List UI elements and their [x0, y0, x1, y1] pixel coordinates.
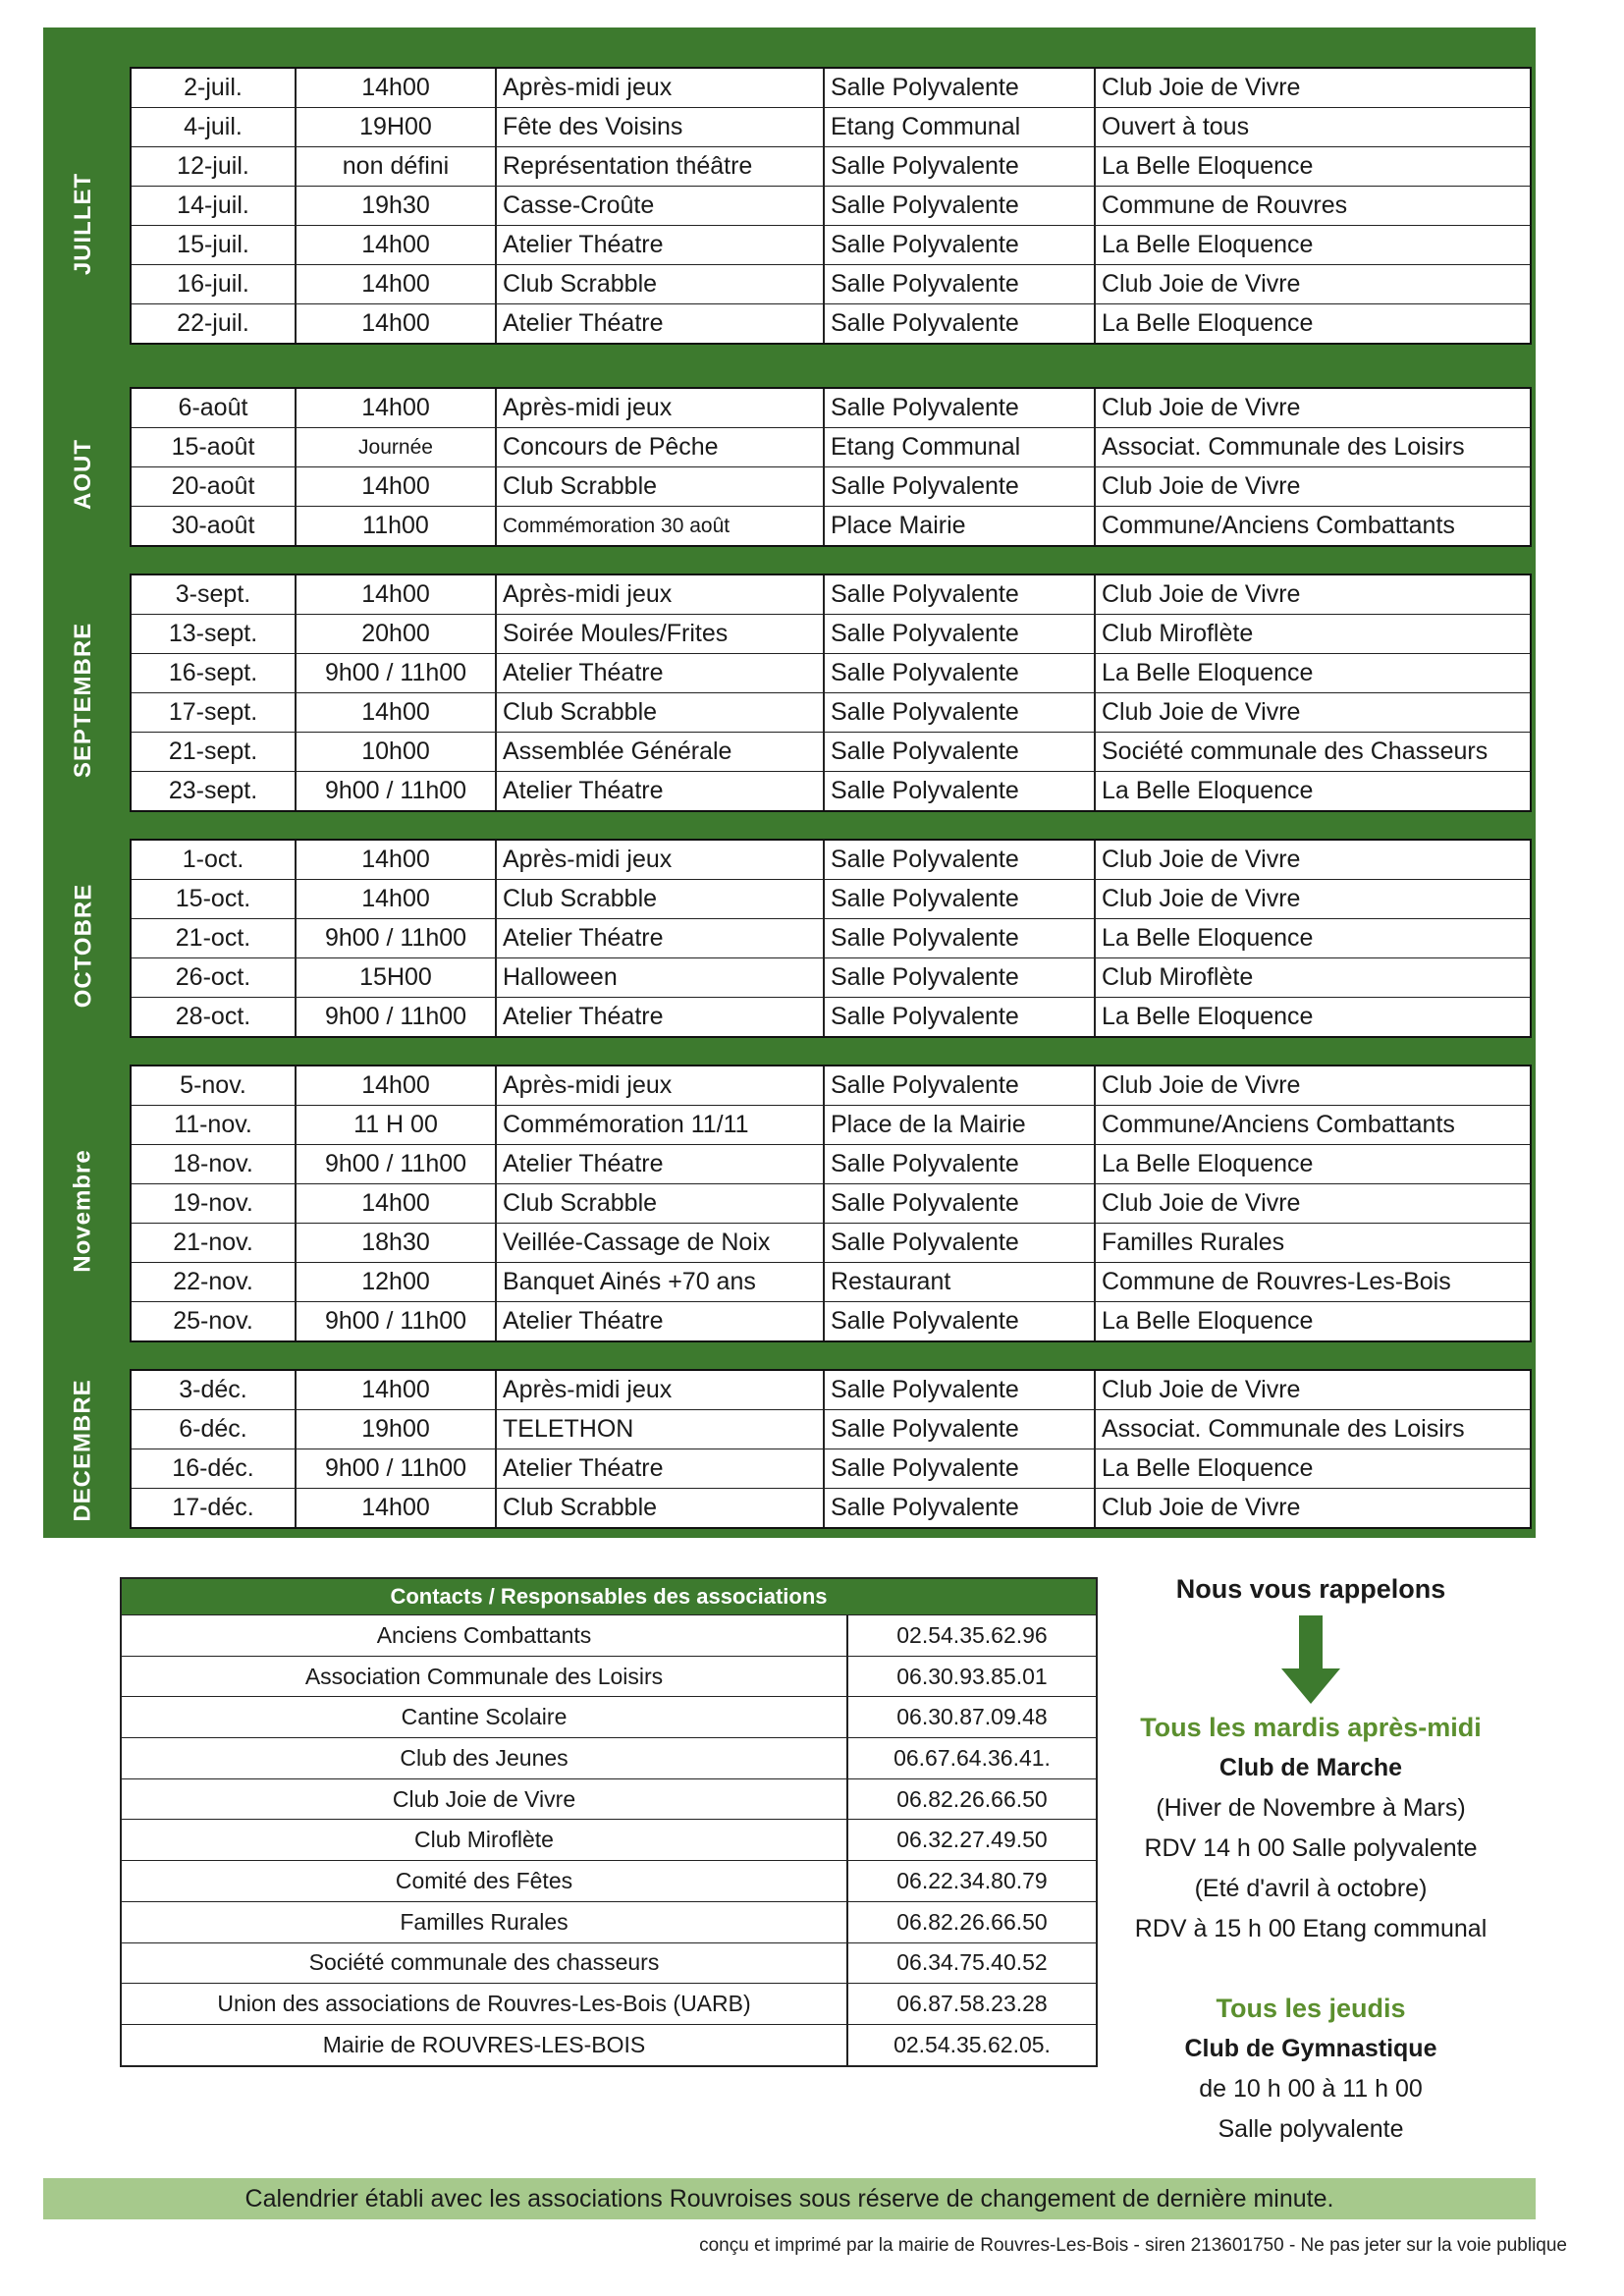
event-time: 9h00 / 11h00 — [297, 919, 497, 957]
contacts-table — [120, 1577, 1098, 2067]
contact-phone: 06.82.26.66.50 — [896, 1908, 1048, 1935]
event-name: Atelier Théatre — [497, 998, 825, 1036]
event-place: Place de la Mairie — [825, 1106, 1096, 1144]
table-row — [132, 1066, 1530, 1106]
reminder-panel — [1110, 1569, 1512, 2150]
event-date: 23-sept. — [132, 772, 297, 810]
event-place: Restaurant — [825, 1263, 1096, 1301]
table-row — [132, 1449, 1530, 1489]
table-row — [132, 147, 1530, 187]
contact-name: Comité des Fêtes — [122, 1861, 848, 1901]
event-time: 14h00 — [297, 304, 497, 343]
event-name: Après-midi jeux — [497, 1066, 825, 1105]
event-date: 3-déc. — [132, 1371, 297, 1409]
event-time: 14h00 — [297, 1184, 497, 1223]
event-time: 14h00 — [297, 1371, 497, 1409]
event-place: Salle Polyvalente — [825, 1224, 1096, 1262]
contact-name: Association Communale des Loisirs — [122, 1657, 848, 1697]
contact-phone: 06.30.87.09.48 — [896, 1704, 1048, 1730]
event-time: 9h00 / 11h00 — [297, 1145, 497, 1183]
contact-name: Familles Rurales — [122, 1902, 848, 1942]
table-row — [132, 919, 1530, 958]
event-name: Fête des Voisins — [497, 108, 825, 146]
event-organizer: Ouvert à tous — [1102, 113, 1250, 140]
event-date: 15-août — [132, 428, 297, 466]
event-name: Après-midi jeux — [497, 575, 825, 614]
month-table — [130, 574, 1532, 812]
table-row — [132, 1145, 1530, 1184]
event-time: 14h00 — [297, 467, 497, 506]
table-row — [132, 1371, 1530, 1410]
event-time: 14h00 — [297, 693, 497, 732]
event-organizer: Commune/Anciens Combattants — [1102, 1111, 1455, 1138]
event-place: Salle Polyvalente — [825, 958, 1096, 997]
event-time: 14h00 — [297, 1066, 497, 1105]
event-date: 5-nov. — [132, 1066, 297, 1105]
event-time: 14h00 — [297, 226, 497, 264]
event-date: 15-oct. — [132, 880, 297, 918]
table-row — [132, 654, 1530, 693]
contact-name: Société communale des chasseurs — [122, 1943, 848, 1984]
event-place: Salle Polyvalente — [825, 772, 1096, 810]
table-row — [132, 226, 1530, 265]
event-time: 15H00 — [297, 958, 497, 997]
reminder-title: Nous vous rappelons — [1175, 1574, 1446, 1604]
table-row — [132, 1489, 1530, 1527]
event-organizer: Club Miroflète — [1102, 963, 1254, 991]
event-place: Salle Polyvalente — [825, 1145, 1096, 1183]
event-name: Casse-Croûte — [497, 187, 825, 225]
event-date: 26-oct. — [132, 958, 297, 997]
event-place: Salle Polyvalente — [825, 226, 1096, 264]
event-place: Place Mairie — [825, 507, 1096, 545]
event-name: Club Scrabble — [497, 1184, 825, 1223]
event-place: Salle Polyvalente — [825, 389, 1096, 427]
event-date: 11-nov. — [132, 1106, 297, 1144]
table-row — [132, 733, 1530, 772]
event-name: TELETHON — [497, 1410, 825, 1449]
event-place: Salle Polyvalente — [825, 1449, 1096, 1488]
event-name: Halloween — [497, 958, 825, 997]
table-row — [132, 389, 1530, 428]
event-place: Salle Polyvalente — [825, 1489, 1096, 1527]
event-name: Commémoration 30 août — [497, 507, 825, 545]
contact-phone: 02.54.35.62.05. — [893, 2031, 1051, 2057]
month-table — [130, 387, 1532, 547]
event-time: 19h30 — [297, 187, 497, 225]
month-block-novembre — [43, 1059, 1536, 1363]
event-organizer: Club Joie de Vivre — [1102, 698, 1301, 726]
event-place: Salle Polyvalente — [825, 304, 1096, 343]
event-name: Atelier Théatre — [497, 1449, 825, 1488]
table-row — [132, 772, 1530, 810]
event-name: Atelier Théatre — [497, 1145, 825, 1183]
table-row — [132, 467, 1530, 507]
event-place: Salle Polyvalente — [825, 841, 1096, 879]
event-name: Club Scrabble — [497, 467, 825, 506]
event-organizer: Club Joie de Vivre — [1102, 394, 1301, 421]
event-place: Salle Polyvalente — [825, 1371, 1096, 1409]
event-place: Salle Polyvalente — [825, 919, 1096, 957]
event-date: 3-sept. — [132, 575, 297, 614]
thursday-club: Club de Gymnastique — [1184, 2035, 1437, 2062]
contact-row — [122, 1656, 1096, 1697]
table-row — [132, 304, 1530, 343]
event-place: Salle Polyvalente — [825, 575, 1096, 614]
contact-name: Anciens Combattants — [122, 1615, 848, 1656]
event-time: 9h00 / 11h00 — [297, 772, 497, 810]
event-time: 14h00 — [297, 575, 497, 614]
event-organizer: Club Joie de Vivre — [1102, 1494, 1301, 1521]
event-time: 14h00 — [297, 265, 497, 303]
event-time: 9h00 / 11h00 — [297, 654, 497, 692]
event-time: 20h00 — [297, 615, 497, 653]
table-row — [132, 841, 1530, 880]
event-date: 4-juil. — [132, 108, 297, 146]
event-name: Veillée-Cassage de Noix — [497, 1224, 825, 1262]
event-organizer: Commune/Anciens Combattants — [1102, 512, 1455, 539]
contact-row — [122, 1819, 1096, 1860]
contact-phone: 02.54.35.62.96 — [896, 1621, 1048, 1648]
contact-row — [122, 1737, 1096, 1778]
contact-name: Cantine Scolaire — [122, 1697, 848, 1737]
month-block-aout — [43, 381, 1536, 568]
event-organizer: La Belle Eloquence — [1102, 1307, 1314, 1335]
event-time: 14h00 — [297, 69, 497, 107]
arrow-down-icon — [1110, 1615, 1512, 1708]
event-organizer: Club Joie de Vivre — [1102, 885, 1301, 912]
event-name: Après-midi jeux — [497, 389, 825, 427]
event-time: 19h00 — [297, 1410, 497, 1449]
event-date: 6-déc. — [132, 1410, 297, 1449]
winter-period: (Hiver de Novembre à Mars) — [1156, 1794, 1466, 1822]
event-name: Club Scrabble — [497, 1489, 825, 1527]
event-date: 21-oct. — [132, 919, 297, 957]
event-time: 10h00 — [297, 733, 497, 771]
table-row — [132, 69, 1530, 108]
event-organizer: Club Joie de Vivre — [1102, 270, 1301, 298]
table-row — [132, 693, 1530, 733]
event-place: Salle Polyvalente — [825, 187, 1096, 225]
calendar-top-bar — [43, 27, 1536, 67]
month-block-septembre — [43, 568, 1536, 833]
event-organizer: Club Joie de Vivre — [1102, 1376, 1301, 1403]
event-time: Journée — [297, 428, 497, 466]
event-date: 19-nov. — [132, 1184, 297, 1223]
contact-row — [122, 2024, 1096, 2065]
table-row — [132, 1184, 1530, 1224]
event-date: 16-juil. — [132, 265, 297, 303]
event-organizer: La Belle Eloquence — [1102, 231, 1314, 258]
table-row — [132, 265, 1530, 304]
footer-credit: conçu et imprimé par la mairie de Rouvres-Les-Bois - siren 213601750 - Ne pas jeter sur la voie publique — [699, 2235, 1567, 2256]
event-place: Salle Polyvalente — [825, 467, 1096, 506]
event-name: Atelier Théatre — [497, 919, 825, 957]
event-date: 28-oct. — [132, 998, 297, 1036]
event-date: 12-juil. — [132, 147, 297, 186]
footer-disclaimer: Calendrier établi avec les associations Rouvroises sous réserve de changement de dernière minute. — [43, 2178, 1536, 2219]
event-name: Club Scrabble — [497, 693, 825, 732]
contact-name: Union des associations de Rouvres-Les-Bois (UARB) — [122, 1984, 848, 2024]
event-date: 17-sept. — [132, 693, 297, 732]
event-place: Salle Polyvalente — [825, 733, 1096, 771]
event-organizer: Club Joie de Vivre — [1102, 580, 1301, 608]
event-organizer: Club Joie de Vivre — [1102, 472, 1301, 500]
event-time: 14h00 — [297, 1489, 497, 1527]
event-name: Atelier Théatre — [497, 304, 825, 343]
event-organizer: Familles Rurales — [1102, 1229, 1285, 1256]
summer-period: (Eté d'avril à octobre) — [1194, 1875, 1428, 1902]
event-place: Etang Communal — [825, 428, 1096, 466]
event-organizer: Club Joie de Vivre — [1102, 1189, 1301, 1217]
contact-row — [122, 1983, 1096, 2024]
event-time: 9h00 / 11h00 — [297, 1302, 497, 1340]
table-row — [132, 507, 1530, 545]
event-date: 25-nov. — [132, 1302, 297, 1340]
event-place: Salle Polyvalente — [825, 693, 1096, 732]
event-organizer: Club Joie de Vivre — [1102, 846, 1301, 873]
event-date: 16-sept. — [132, 654, 297, 692]
table-row — [132, 880, 1530, 919]
event-date: 16-déc. — [132, 1449, 297, 1488]
event-name: Club Scrabble — [497, 265, 825, 303]
event-date: 21-sept. — [132, 733, 297, 771]
month-block-juillet — [43, 67, 1536, 381]
event-name: Après-midi jeux — [497, 841, 825, 879]
contact-phone: 06.30.93.85.01 — [896, 1663, 1048, 1689]
table-row — [132, 1263, 1530, 1302]
event-place: Salle Polyvalente — [825, 147, 1096, 186]
event-name: Commémoration 11/11 — [497, 1106, 825, 1144]
event-time: 9h00 / 11h00 — [297, 998, 497, 1036]
table-row — [132, 1224, 1530, 1263]
event-organizer: La Belle Eloquence — [1102, 309, 1314, 337]
table-row — [132, 428, 1530, 467]
tuesday-heading: Tous les mardis après-midi — [1140, 1713, 1482, 1742]
event-place: Salle Polyvalente — [825, 998, 1096, 1036]
event-date: 30-août — [132, 507, 297, 545]
event-place: Salle Polyvalente — [825, 69, 1096, 107]
events-calendar — [43, 27, 1536, 1538]
event-name: Après-midi jeux — [497, 69, 825, 107]
table-row — [132, 1106, 1530, 1145]
event-place: Salle Polyvalente — [825, 1184, 1096, 1223]
event-name: Atelier Théatre — [497, 1302, 825, 1340]
summer-rdv: RDV à 15 h 00 Etang communal — [1134, 1915, 1488, 1942]
event-time: 19H00 — [297, 108, 497, 146]
event-organizer: Commune de Rouvres — [1102, 191, 1348, 219]
event-organizer: La Belle Eloquence — [1102, 659, 1314, 686]
month-label: OCTOBRE — [70, 883, 97, 1009]
thursday-place: Salle polyvalente — [1218, 2115, 1404, 2143]
event-place: Salle Polyvalente — [825, 880, 1096, 918]
contact-row — [122, 1942, 1096, 1984]
contact-phone: 06.67.64.36.41. — [893, 1744, 1051, 1771]
table-row — [132, 187, 1530, 226]
event-organizer: Commune de Rouvres-Les-Bois — [1102, 1268, 1451, 1295]
event-organizer: La Belle Eloquence — [1102, 1150, 1314, 1177]
event-name: Banquet Ainés +70 ans — [497, 1263, 825, 1301]
event-organizer: La Belle Eloquence — [1102, 152, 1314, 180]
event-time: 9h00 / 11h00 — [297, 1449, 497, 1488]
month-table — [130, 839, 1532, 1038]
event-time: 14h00 — [297, 841, 497, 879]
event-organizer: Club Miroflète — [1102, 620, 1254, 647]
event-time: 14h00 — [297, 389, 497, 427]
event-time: 11 H 00 — [297, 1106, 497, 1144]
contact-name: Mairie de ROUVRES-LES-BOIS — [122, 2025, 848, 2065]
event-place: Salle Polyvalente — [825, 615, 1096, 653]
tuesday-club: Club de Marche — [1218, 1754, 1403, 1781]
event-date: 6-août — [132, 389, 297, 427]
month-table — [130, 67, 1532, 345]
event-organizer: Société communale des Chasseurs — [1102, 738, 1489, 765]
table-row — [132, 1302, 1530, 1340]
contact-name: Club des Jeunes — [122, 1738, 848, 1778]
thursday-heading: Tous les jeudis — [1216, 1994, 1406, 2023]
contact-row — [122, 1614, 1096, 1656]
event-date: 21-nov. — [132, 1224, 297, 1262]
month-table — [130, 1065, 1532, 1342]
table-row — [132, 108, 1530, 147]
contacts-title: Contacts / Responsables des associations — [122, 1579, 1096, 1614]
contact-phone: 06.82.26.66.50 — [896, 1785, 1048, 1812]
month-table — [130, 1369, 1532, 1529]
month-label: AOUT — [70, 439, 96, 510]
month-label: SEPTEMBRE — [70, 622, 97, 779]
event-date: 15-juil. — [132, 226, 297, 264]
event-place: Etang Communal — [825, 108, 1096, 146]
event-date: 13-sept. — [132, 615, 297, 653]
table-row — [132, 615, 1530, 654]
month-label: Novembre — [70, 1149, 96, 1273]
event-date: 18-nov. — [132, 1145, 297, 1183]
contact-name: Club Joie de Vivre — [122, 1779, 848, 1820]
event-date: 22-nov. — [132, 1263, 297, 1301]
event-name: Club Scrabble — [497, 880, 825, 918]
event-date: 1-oct. — [132, 841, 297, 879]
event-name: Assemblée Générale — [497, 733, 825, 771]
contact-name: Club Miroflète — [122, 1820, 848, 1860]
event-organizer: La Belle Eloquence — [1102, 1003, 1314, 1030]
event-name: Représentation théâtre — [497, 147, 825, 186]
event-organizer: Club Joie de Vivre — [1102, 74, 1301, 101]
event-organizer: Club Joie de Vivre — [1102, 1071, 1301, 1099]
thursday-hours: de 10 h 00 à 11 h 00 — [1199, 2075, 1423, 2103]
event-name: Atelier Théatre — [497, 226, 825, 264]
event-date: 17-déc. — [132, 1489, 297, 1527]
event-name: Après-midi jeux — [497, 1371, 825, 1409]
event-organizer: La Belle Eloquence — [1102, 777, 1314, 804]
event-date: 2-juil. — [132, 69, 297, 107]
month-label: JUILLET — [70, 172, 96, 276]
event-time: 12h00 — [297, 1263, 497, 1301]
event-date: 20-août — [132, 467, 297, 506]
event-time: non défini — [297, 147, 497, 186]
contact-phone: 06.87.58.23.28 — [896, 1991, 1048, 2017]
month-label: DECEMBRE — [70, 1379, 96, 1522]
event-time: 18h30 — [297, 1224, 497, 1262]
event-organizer: La Belle Eloquence — [1102, 924, 1314, 952]
contact-row — [122, 1901, 1096, 1942]
event-place: Salle Polyvalente — [825, 1410, 1096, 1449]
contact-phone: 06.34.75.40.52 — [896, 1949, 1048, 1976]
month-block-octobre — [43, 833, 1536, 1059]
event-name: Concours de Pêche — [497, 428, 825, 466]
contact-row — [122, 1696, 1096, 1737]
event-time: 14h00 — [297, 880, 497, 918]
contact-row — [122, 1860, 1096, 1901]
contact-phone: 06.22.34.80.79 — [896, 1867, 1048, 1893]
event-name: Soirée Moules/Frites — [497, 615, 825, 653]
month-block-decembre — [43, 1363, 1536, 1538]
table-row — [132, 998, 1530, 1036]
event-date: 22-juil. — [132, 304, 297, 343]
table-row — [132, 958, 1530, 998]
event-organizer: Associat. Communale des Loisirs — [1102, 433, 1465, 461]
contact-row — [122, 1778, 1096, 1820]
event-organizer: La Belle Eloquence — [1102, 1454, 1314, 1482]
event-date: 14-juil. — [132, 187, 297, 225]
winter-rdv: RDV 14 h 00 Salle polyvalente — [1144, 1834, 1478, 1862]
event-name: Atelier Théatre — [497, 772, 825, 810]
table-row — [132, 1410, 1530, 1449]
event-time: 11h00 — [297, 507, 497, 545]
event-place: Salle Polyvalente — [825, 1302, 1096, 1340]
event-name: Atelier Théatre — [497, 654, 825, 692]
contact-phone: 06.32.27.49.50 — [896, 1827, 1048, 1853]
event-place: Salle Polyvalente — [825, 1066, 1096, 1105]
table-row — [132, 575, 1530, 615]
event-place: Salle Polyvalente — [825, 265, 1096, 303]
event-organizer: Associat. Communale des Loisirs — [1102, 1415, 1465, 1443]
event-place: Salle Polyvalente — [825, 654, 1096, 692]
